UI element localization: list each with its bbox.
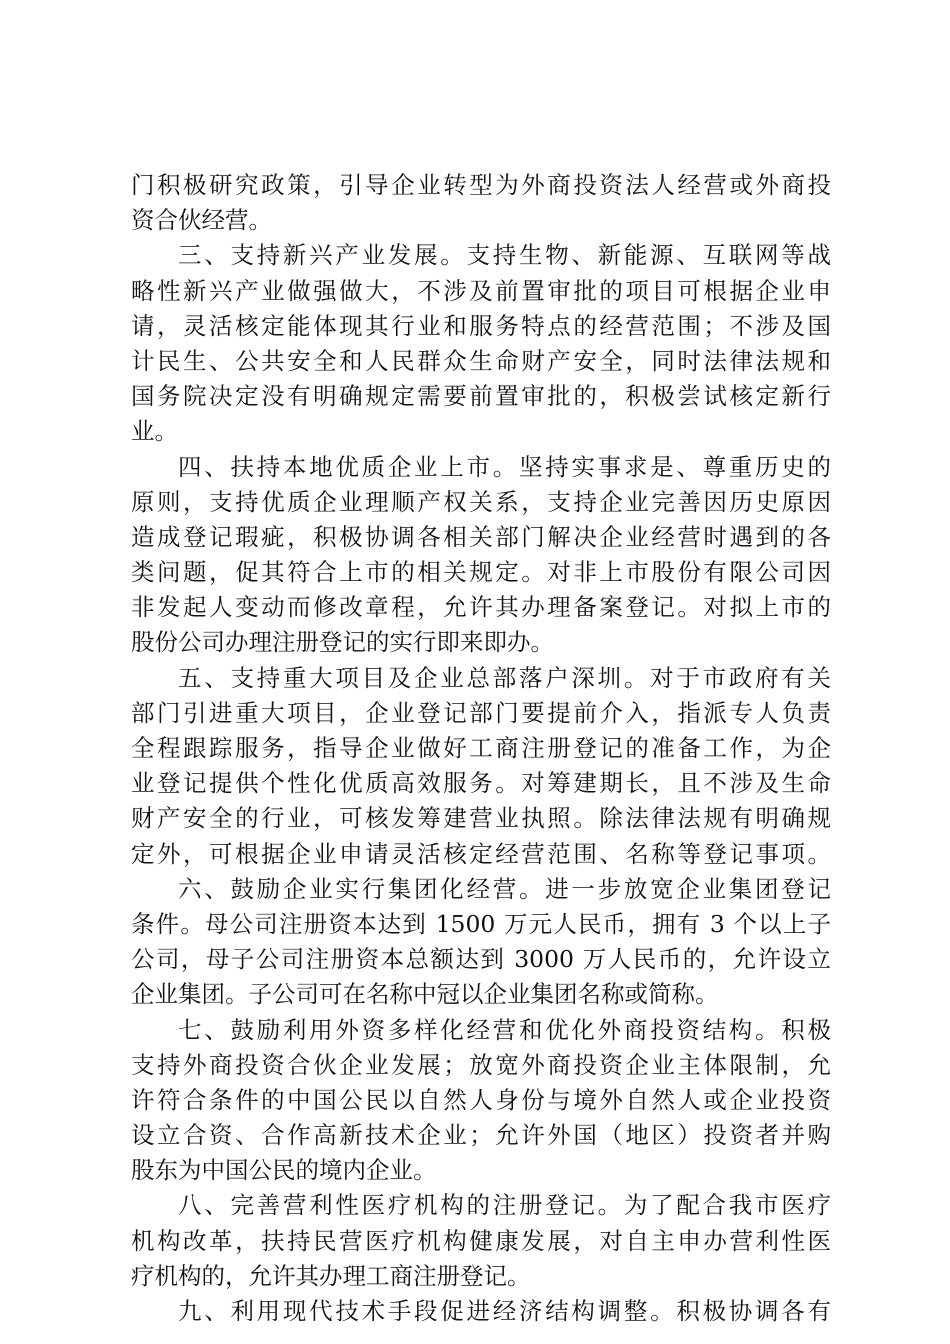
text-line: 疗机构的，允许其办理工商注册登记。 — [131, 1261, 531, 1290]
text-line: 支持外商投资合伙企业发展；放宽外商投资企业主体限制，允 — [131, 1050, 831, 1079]
text-line: 请，灵活核定能体现其行业和服务特点的经营范围；不涉及国 — [131, 311, 831, 340]
text-line: 造成登记瑕疵，积极协调各相关部门解决企业经营时遇到的各 — [131, 522, 831, 551]
text-line: 四、扶持本地优质企业上市。坚持实事求是、尊重历史的 — [178, 452, 831, 481]
text-line: 机构改革，扶持民营医疗机构健康发展，对自主申办营利性医 — [131, 1226, 831, 1255]
body-text — [131, 168, 831, 1329]
text-line: 财产安全的行业，可核发筹建营业执照。除法律法规有明确规 — [131, 804, 831, 833]
text-line: 国务院决定没有明确规定需要前置审批的，积极尝试核定新行 — [131, 382, 831, 411]
text-line: 设立合资、合作高新技术企业；允许外国（地区）投资者并购 — [131, 1121, 831, 1150]
text-line: 条件。母公司注册资本达到 1500 万元人民币，拥有 3 个以上子 — [131, 909, 831, 938]
text-line: 原则，支持优质企业理顺产权关系，支持企业完善因历史原因 — [131, 487, 831, 516]
text-line: 定外，可根据企业申请灵活核定经营范围、名称等登记事项。 — [131, 839, 831, 868]
text-line: 五、支持重大项目及企业总部落户深圳。对于市政府有关 — [178, 663, 831, 692]
text-line: 计民生、公共安全和人民群众生命财产安全，同时法律法规和 — [131, 346, 831, 375]
text-line: 公司，母子公司注册资本总额达到 3000 万人民币的，允许设立 — [131, 945, 831, 974]
text-line: 资合伙经营。 — [131, 206, 272, 235]
text-line: 略性新兴产业做强做大，不涉及前置审批的项目可根据企业申 — [131, 276, 831, 305]
text-line: 七、鼓励利用外资多样化经营和优化外商投资结构。积极 — [178, 1015, 831, 1044]
text-line: 八、完善营利性医疗机构的注册登记。为了配合我市医疗 — [178, 1191, 831, 1220]
text-line: 非发起人变动而修改章程，允许其办理备案登记。对拟上市的 — [131, 593, 831, 622]
text-line: 全程跟踪服务，指导企业做好工商注册登记的准备工作，为企 — [131, 734, 831, 762]
text-line: 企业集团。子公司可在名称中冠以企业集团名称或简称。 — [131, 980, 719, 1009]
text-line: 股东为中国公民的境内企业。 — [131, 1156, 437, 1185]
text-line: 业。 — [131, 417, 178, 446]
text-line: 许符合条件的中国公民以自然人身份与境外自然人或企业投资 — [131, 1085, 831, 1114]
text-line: 股份公司办理注册登记的实行即来即办。 — [131, 628, 554, 657]
text-line: 六、鼓励企业实行集团化经营。进一步放宽企业集团登记 — [178, 874, 831, 903]
text-line: 三、支持新兴产业发展。支持生物、新能源、互联网等战 — [178, 241, 831, 270]
text-line: 类问题，促其符合上市的相关规定。对非上市股份有限公司因 — [131, 558, 831, 587]
text-line: 九、利用现代技术手段促进经济结构调整。积极协调各有 — [178, 1297, 831, 1325]
text-line: 业登记提供个性化优质高效服务。对筹建期长，且不涉及生命 — [131, 769, 831, 798]
text-line: 门积极研究政策，引导企业转型为外商投资法人经营或外商投 — [131, 171, 831, 199]
text-line: 部门引进重大项目，企业登记部门要提前介入，指派专人负责 — [131, 698, 831, 727]
